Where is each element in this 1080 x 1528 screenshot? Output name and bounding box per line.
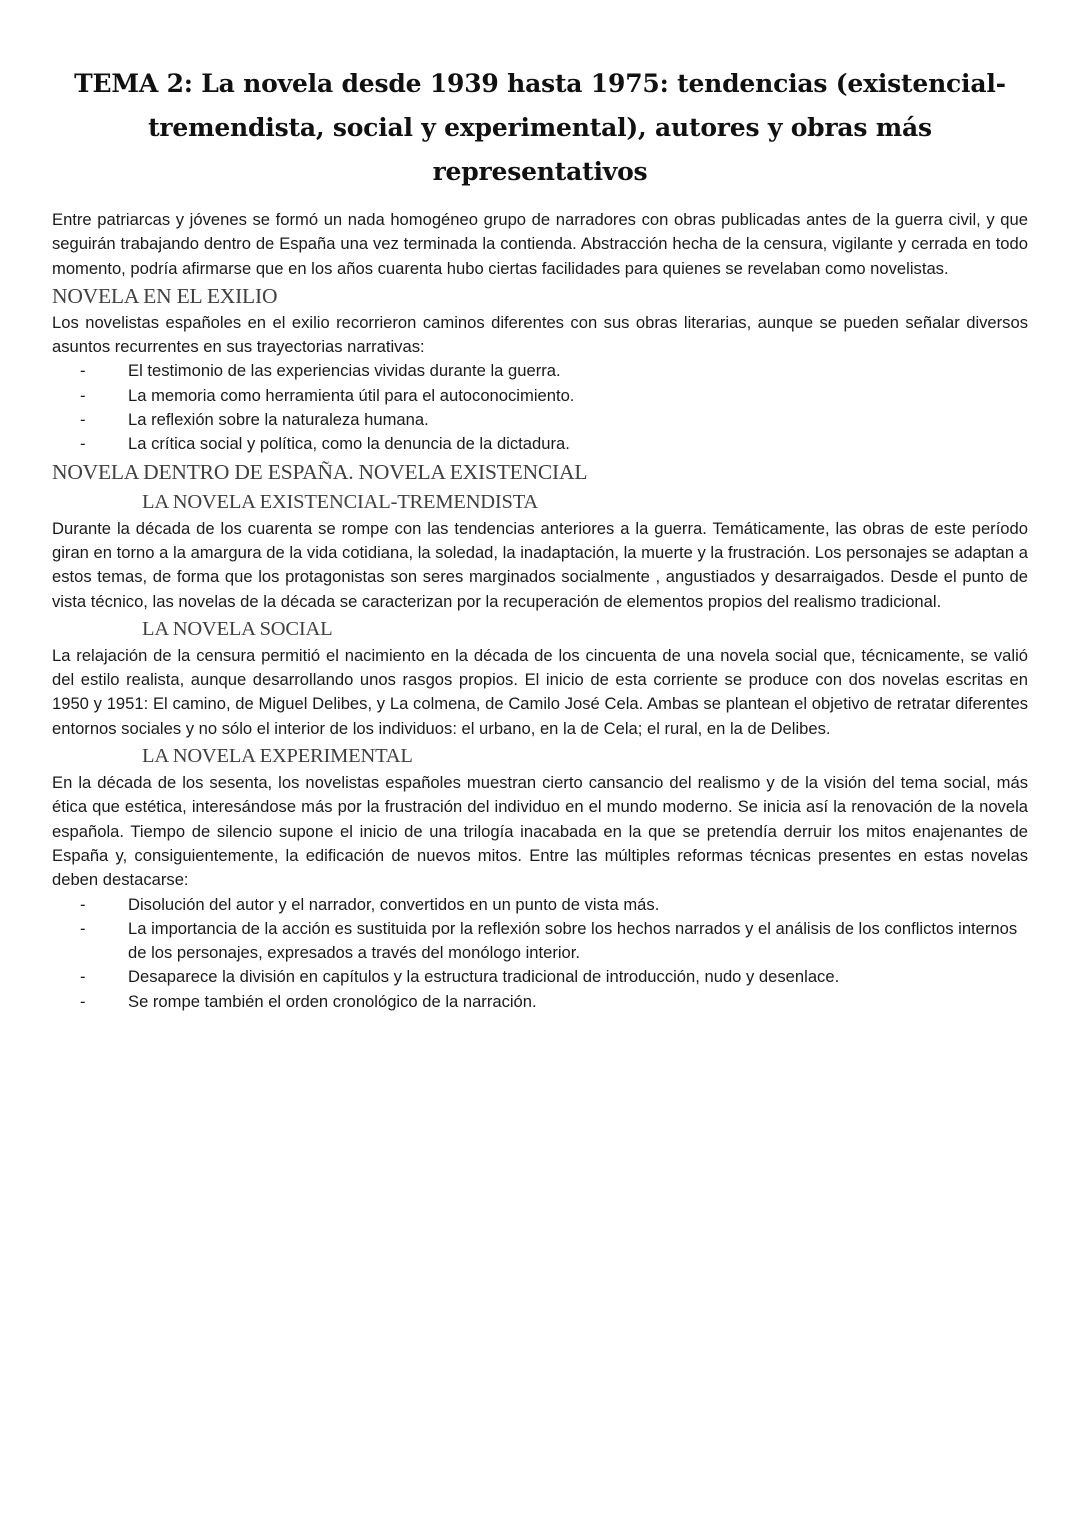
- dash-marker: -: [80, 918, 86, 938]
- experimental-paragraph: En la década de los sesenta, los novelistas españoles muestran cierto cansancio del realismo y de la visión del tema social, más ética que estética, interesándose más por la frustración del individuo en el mundo moderno. Se inicia así la renovación de la novela española. Tiempo de silencio supone el inicio de una trilogía inacabada en la que se pretendía derruir los mitos enajenantes de España y, consiguientemente, la edificación de nuevos mitos. Entre las múltiples reformas técnicas presentes en estas novelas deben destacarse:: [52, 773, 1028, 890]
- intro-paragraph: Entre patriarcas y jóvenes se formó un nada homogéneo grupo de narradores con obras publicadas antes de la guerra civil, y que seguirán trabajando dentro de España una vez terminada la contienda. Abstracción hecha de la censura, vigilante y cerrada en todo momento, podría afirmarse que en los años cuarenta hubo ciertas facilidades para quienes se revelaban como novelistas.: [52, 210, 1028, 278]
- dash-marker: -: [80, 385, 86, 405]
- list-item-text: La memoria como herramienta útil para el autoconocimiento.: [128, 385, 575, 405]
- exilio-list: [52, 359, 1028, 456]
- list-item: [52, 384, 1028, 408]
- social-paragraph: La relajación de la censura permitió el nacimiento en la década de los cincuenta de una novela social que, técnicamente, se valió del estilo realista, aunque desarrollando unos rasgos propios. El inicio de esta corriente se produce con dos novelas escritas en 1950 y 1951: El camino, de Miguel Delibes, y La colmena, de Camilo José Cela. Ambas se plantean el objetivo de retratar diferentes entornos sociales y no sólo el interior de los individuos: el urbano, en la de Cela; el rural, en la de Delibes.: [52, 645, 1028, 738]
- list-item: [52, 893, 1028, 917]
- subsection-heading-existencial: LA NOVELA EXISTENCIAL-TREMENDISTA: [142, 490, 539, 513]
- existencial-paragraph: Durante la década de los cuarenta se rompe con las tendencias anteriores a la guerra. Temáticamente, las obras de este período giran en torno a la amargura de la vida cotidiana, la soledad, la inadaptación, la muerte y la frustración. Los personajes se adaptan a estos temas, de forma que los protagonistas son seres marginados socialmente , angustiados y desarraigados. Desde el punto de vista técnico, las novelas de la década se caracterizan por la recuperación de elementos propios del realismo tradicional.: [52, 518, 1028, 611]
- dash-marker: -: [80, 967, 86, 987]
- section-heading-dentro: NOVELA DENTRO DE ESPAÑA. NOVELA EXISTENCIAL: [52, 459, 588, 484]
- dash-marker: -: [80, 410, 86, 430]
- dash-marker: -: [80, 434, 86, 454]
- dash-marker: -: [80, 894, 86, 914]
- list-item: [52, 990, 1028, 1014]
- list-item-text: El testimonio de las experiencias vividas durante la guerra.: [128, 361, 561, 381]
- list-item: [52, 432, 1028, 456]
- dash-marker: -: [80, 991, 86, 1011]
- list-item-text: Disolución del autor y el narrador, convertidos en un punto de vista más.: [128, 894, 660, 914]
- list-item-text: Desaparece la división en capítulos y la estructura tradicional de introducción, nudo y desenlace.: [128, 967, 840, 987]
- subsection-heading-social: LA NOVELA SOCIAL: [142, 617, 333, 640]
- list-item: [52, 917, 1028, 966]
- experimental-list: [52, 893, 1028, 1014]
- list-item: [52, 965, 1028, 989]
- list-item-text: Se rompe también el orden cronológico de la narración.: [128, 991, 537, 1011]
- subsection-heading-experimental: LA NOVELA EXPERIMENTAL: [142, 745, 413, 768]
- document-title: [52, 62, 1028, 194]
- title-line-2: tremendista, social y experimental), autores y obras más: [148, 113, 932, 142]
- list-item-text: La importancia de la acción es sustituida por la reflexión sobre los hechos narrados y el análisis de los conflictos internos de los personajes, expresados a través del monólogo interior.: [128, 918, 1018, 963]
- section-heading-exilio: NOVELA EN EL EXILIO: [52, 283, 278, 308]
- list-item: [52, 359, 1028, 383]
- title-line-3: representativos: [432, 157, 648, 186]
- dash-marker: -: [80, 361, 86, 381]
- title-line-1: TEMA 2: La novela desde 1939 hasta 1975: tendencias (existencial-: [74, 69, 1006, 98]
- list-item-text: La crítica social y política, como la denuncia de la dictadura.: [128, 434, 570, 454]
- list-item-text: La reflexión sobre la naturaleza humana.: [128, 410, 429, 430]
- list-item: [52, 408, 1028, 432]
- exilio-paragraph: Los novelistas españoles en el exilio recorrieron caminos diferentes con sus obras literarias, aunque se pueden señalar diversos asuntos recurrentes en sus trayectorias narrativas:: [52, 312, 1028, 357]
